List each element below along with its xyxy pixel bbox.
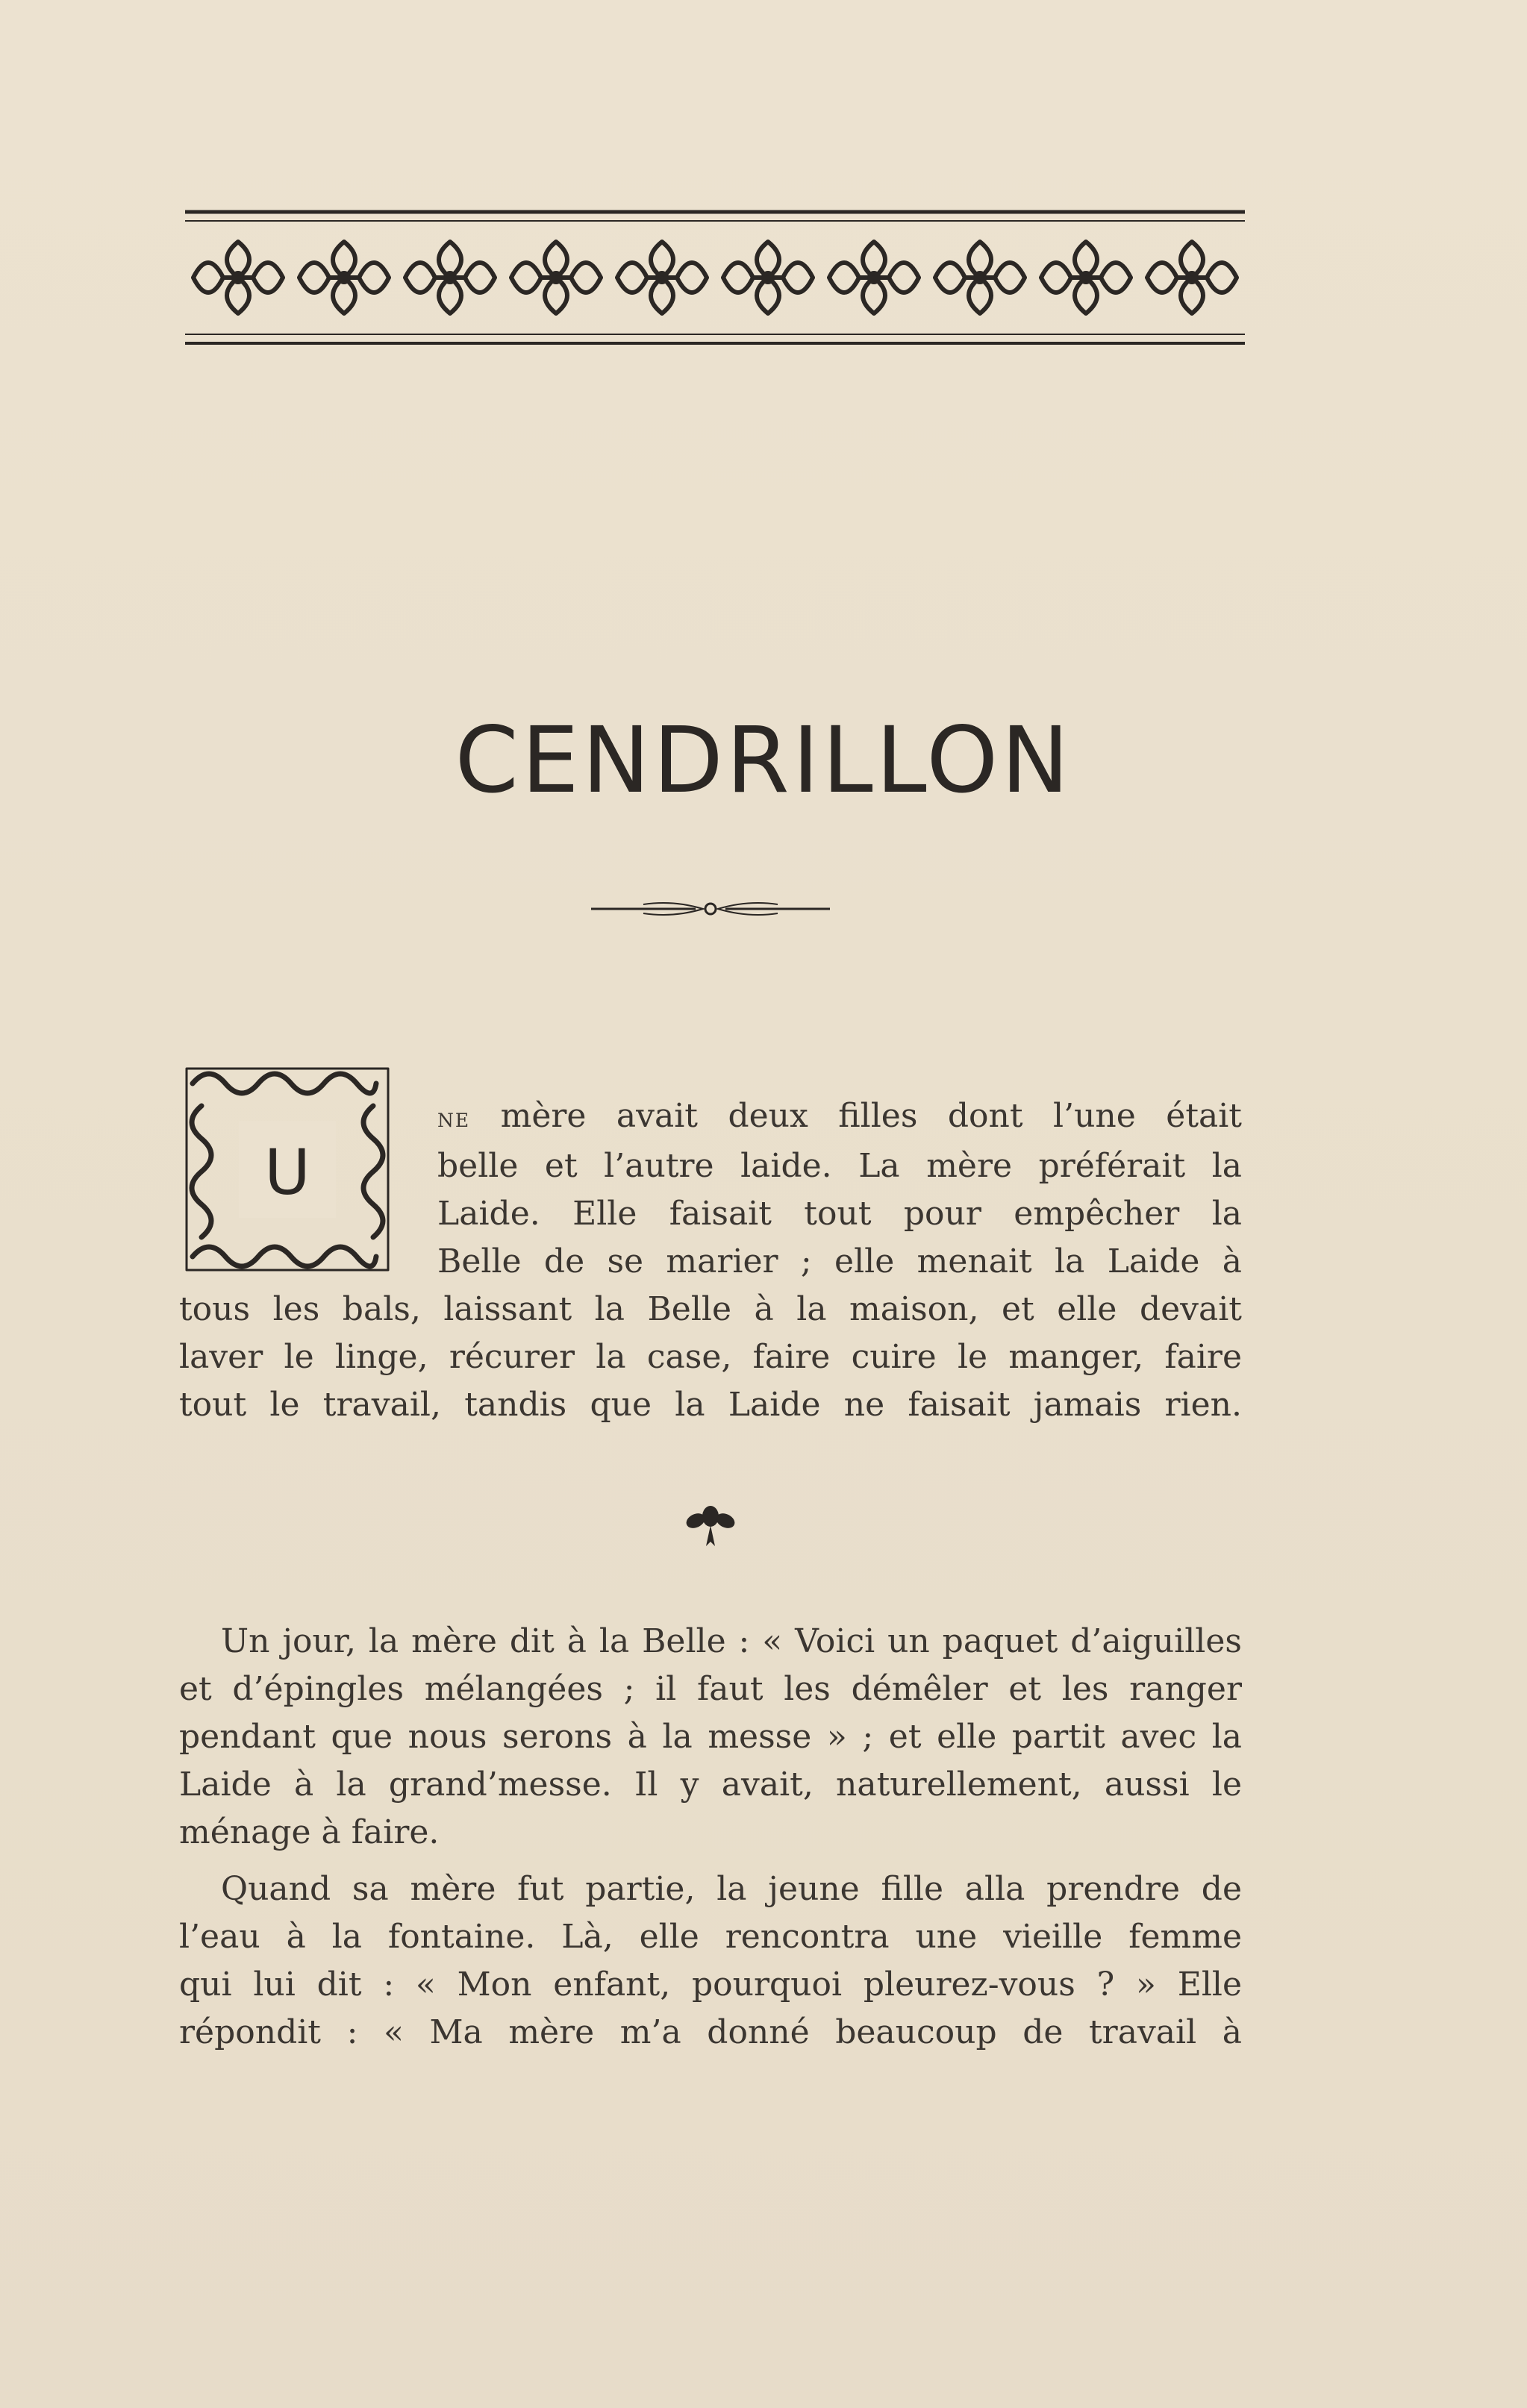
- fleur-motif-icon: [829, 242, 919, 313]
- page-title: CENDRILLON: [455, 707, 1072, 813]
- fleur-motif-icon: [723, 242, 813, 313]
- fleur-motif-icon: [1041, 242, 1131, 313]
- fleuron-icon: [681, 1500, 740, 1552]
- paragraph-3: [179, 1866, 1242, 2057]
- text-line: ménage à faire.: [179, 1813, 440, 1851]
- fleur-motif-icon: [405, 242, 495, 313]
- text-line: Quand sa mère fut partie, la jeune fille alla prendre de: [221, 1870, 1242, 1908]
- paragraph-2: [179, 1618, 1242, 1857]
- text-line: laver le linge, récurer la case, faire cuire le manger, faire: [179, 1338, 1242, 1376]
- decorative-rule-icon: [591, 894, 830, 924]
- fleur-de-lis-ornament-band-icon: [185, 203, 1245, 352]
- text-line: ne mère avait deux filles dont l’une était: [437, 1097, 1242, 1135]
- lead-word: ne: [437, 1103, 471, 1133]
- text-line: l’eau à la fontaine. Là, elle rencontra une vieille femme: [179, 1918, 1242, 1956]
- fleur-motif-icon: [193, 242, 283, 313]
- paragraph-1: [179, 1092, 1242, 1429]
- text-line: Un jour, la mère dit à la Belle : « Voici un paquet d’aiguilles: [221, 1622, 1242, 1660]
- text-line: qui lui dit : « Mon enfant, pourquoi pleurez-vous ? » Elle: [179, 1966, 1242, 2004]
- text-line: Laide. Elle faisait tout pour empêcher la: [437, 1195, 1242, 1233]
- text-line: tous les bals, laissant la Belle à la maison, et elle devait: [179, 1290, 1242, 1328]
- text-line: Laide à la grand’messe. Il y avait, naturellement, aussi le: [179, 1766, 1242, 1804]
- text-line: Belle de se marier ; elle menait la Laide à: [437, 1242, 1242, 1280]
- text-line: répondit : « Ma mère m’a donné beaucoup de travail à: [179, 2013, 1242, 2051]
- fleur-motif-icon: [299, 242, 389, 313]
- fleur-motif-icon: [1147, 242, 1237, 313]
- fleur-motif-icon: [617, 242, 707, 313]
- text-line: belle et l’autre laide. La mère préférait la: [437, 1147, 1242, 1185]
- text-line: et d’épingles mélangées ; il faut les démêler et les ranger: [179, 1670, 1242, 1708]
- fleur-motif-icon: [511, 242, 601, 313]
- text-line: tout le travail, tandis que la Laide ne faisait jamais rien.: [179, 1386, 1242, 1424]
- fleur-motif-icon: [935, 242, 1025, 313]
- dropcap-letter: U: [264, 1136, 310, 1209]
- text-line: pendant que nous serons à la messe » ; et elle partit avec la: [179, 1718, 1242, 1756]
